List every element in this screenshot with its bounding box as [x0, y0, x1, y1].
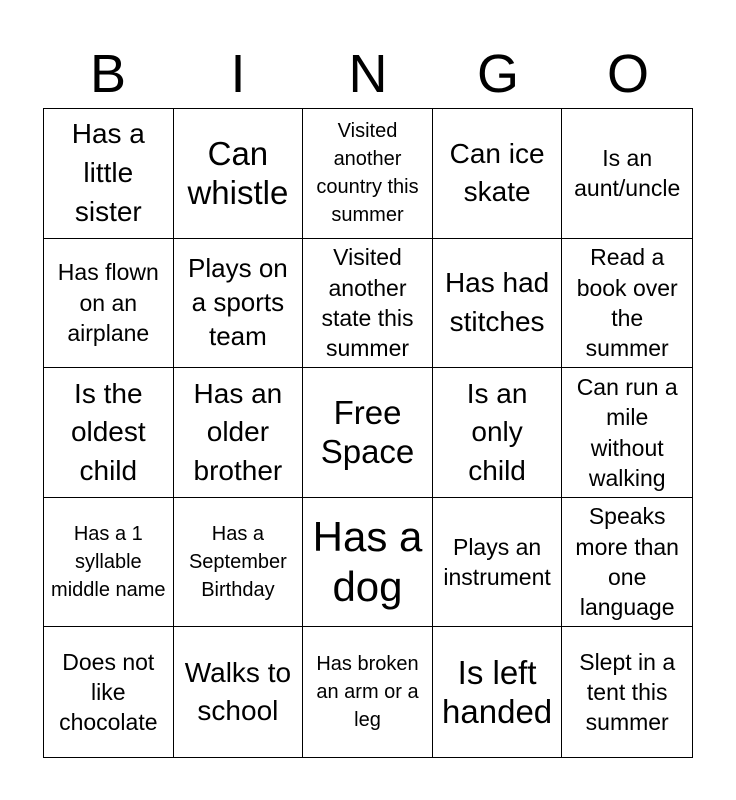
cell-text: Visited another country this summer [316, 120, 419, 227]
cell-text: Can whistle [187, 134, 289, 212]
bingo-cell[interactable] [44, 368, 174, 498]
bingo-cell[interactable] [562, 109, 692, 239]
cell-text: Plays an instrument [443, 533, 551, 591]
cell-text: Is an only child [466, 377, 528, 486]
header-letter-g: G [476, 44, 519, 104]
free-space-label: Free Space [320, 393, 415, 471]
cell-text: Can ice skate [449, 137, 545, 208]
cell-text: Has a dog [312, 512, 423, 611]
bingo-cell[interactable] [433, 239, 563, 369]
cell-text: Can run a mile without walking [576, 373, 678, 491]
bingo-cell[interactable] [174, 368, 304, 498]
bingo-cell[interactable] [433, 368, 563, 498]
bingo-header [43, 40, 693, 108]
bingo-cell[interactable] [433, 627, 563, 757]
cell-text: Has a September Birthday [188, 523, 287, 602]
bingo-cell[interactable] [303, 498, 433, 628]
bingo-cell[interactable] [44, 627, 174, 757]
bingo-cell[interactable] [433, 498, 563, 628]
cell-text: Slept in a tent this summer [579, 648, 676, 736]
bingo-cell[interactable] [562, 627, 692, 757]
cell-text: Walks to school [184, 656, 292, 727]
cell-text: Has broken an arm or a leg [316, 653, 419, 732]
cell-text: Has an older brother [193, 377, 283, 486]
bingo-cell[interactable] [44, 109, 174, 239]
header-letter-i: I [230, 44, 246, 104]
bingo-cell[interactable] [303, 109, 433, 239]
bingo-cell[interactable] [562, 239, 692, 369]
header-letter-b: B [89, 44, 127, 104]
bingo-board [43, 108, 693, 758]
bingo-cell[interactable] [303, 627, 433, 757]
bingo-cell[interactable] [44, 498, 174, 628]
header-letter-o: O [606, 44, 649, 104]
cell-text: Has a little sister [71, 118, 145, 227]
cell-text: Has a 1 syllable middle name [51, 523, 166, 602]
cell-text: Is left handed [442, 653, 553, 731]
cell-text: Speaks more than one language [575, 503, 679, 621]
bingo-cell[interactable] [44, 239, 174, 369]
bingo-cell[interactable] [174, 239, 304, 369]
cell-text: Does not like chocolate [59, 648, 158, 736]
bingo-cell[interactable] [562, 498, 692, 628]
header-letter-n: N [348, 44, 388, 104]
bingo-cell[interactable] [174, 498, 304, 628]
cell-text: Has had stitches [444, 267, 550, 337]
bingo-cell[interactable] [303, 239, 433, 369]
free-space-cell[interactable] [303, 368, 433, 498]
cell-text: Is an aunt/uncle [574, 144, 681, 202]
cell-text: Visited another state this summer [321, 244, 414, 362]
bingo-cell[interactable] [562, 368, 692, 498]
bingo-cell[interactable] [174, 627, 304, 757]
cell-text: Has flown on an airplane [57, 259, 159, 347]
bingo-cell[interactable] [174, 109, 304, 239]
cell-text: Read a book over the summer [576, 244, 678, 362]
bingo-cell[interactable] [433, 109, 563, 239]
cell-text: Is the oldest child [70, 377, 146, 486]
cell-text: Plays on a sports team [188, 253, 288, 351]
